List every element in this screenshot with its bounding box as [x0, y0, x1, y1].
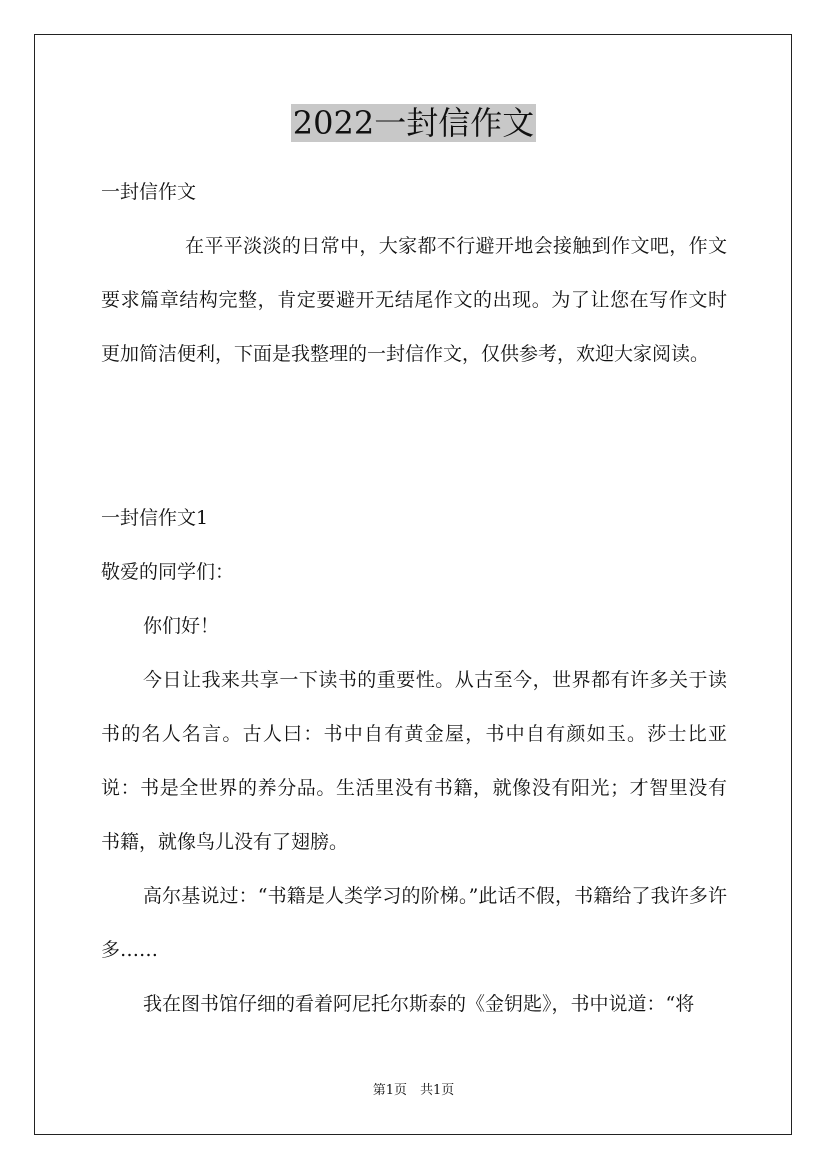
body-paragraph-2: 高尔基说过：“书籍是人类学习的阶梯。”此话不假，书籍给了我许多许多……	[101, 885, 727, 961]
body-paragraph-1: 今日让我来共享一下读书的重要性。从古至今，世界都有许多关于读书的名人名言。古人曰：书中自有黄金屋，书中自有颜如玉。莎士比亚说：书是全世界的养分品。生活里没有书籍，就像没有阳光；才智里没有书籍，就像鸟儿没有了翅膀。	[101, 669, 727, 853]
section-title: 一封信作文1	[101, 507, 209, 529]
document-title-text: 2022一封信作文	[292, 104, 535, 142]
body-paragraph-3: 我在图书馆仔细的看着阿尼托尔斯泰的《金钥匙》，书中说道：“将	[143, 993, 695, 1015]
greeting: 你们好！	[143, 615, 220, 637]
intro-paragraph: 在平平淡淡的日常中，大家都不行避开地会接触到作文吧，作文要求篇章结构完整，肯定要避开无结尾作文的出现。为了让您在写作文时更加简洁便利，下面是我整理的一封信作文，仅供参考，欢迎大家阅读。	[101, 235, 727, 365]
page-number: 第1页 共1页	[372, 1083, 455, 1098]
salutation: 敬爱的同学们：	[101, 561, 235, 583]
document-title	[0, 101, 827, 145]
document-heading: 一封信作文	[101, 181, 197, 203]
page-footer	[0, 1082, 827, 1100]
